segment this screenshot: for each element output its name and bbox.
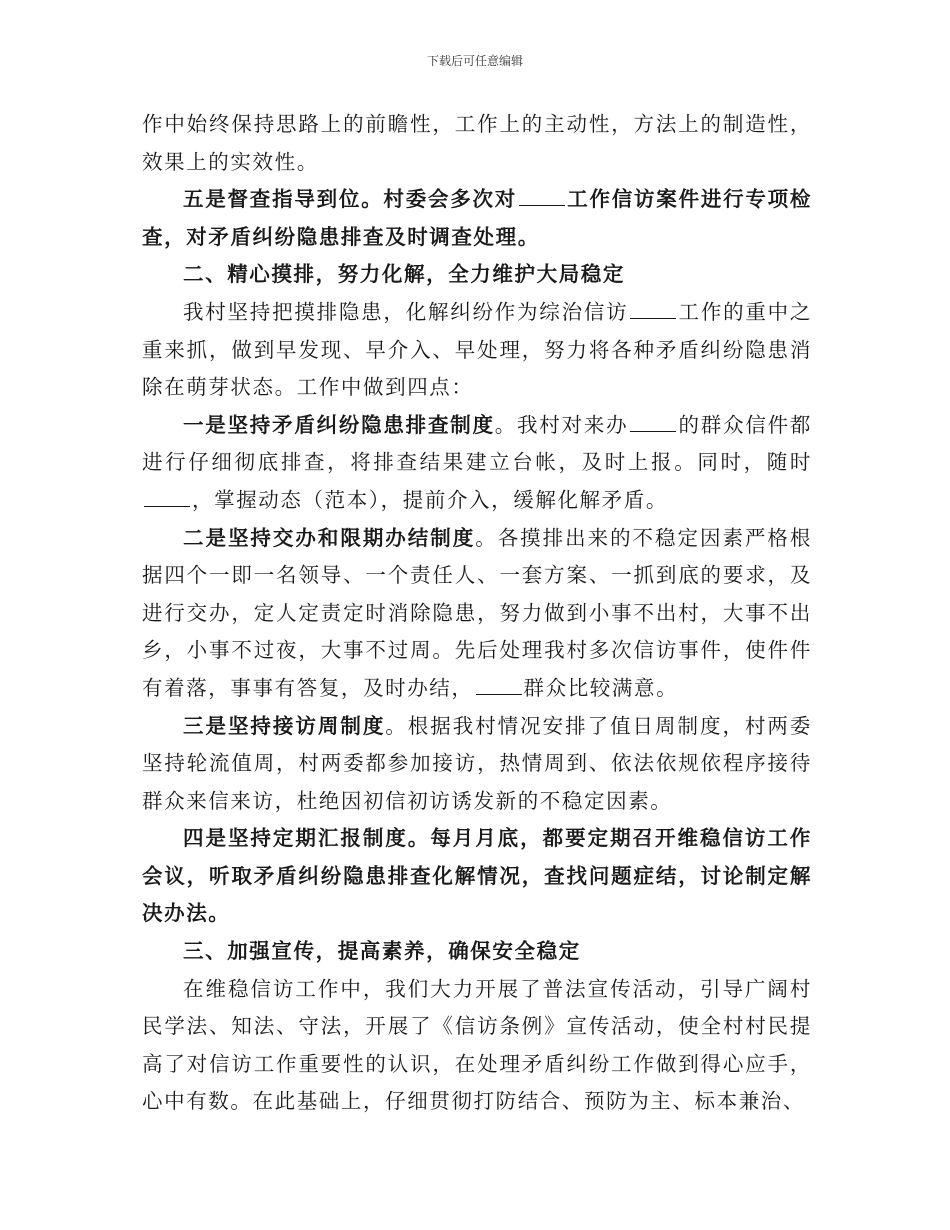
blank-underline [630, 317, 676, 319]
page-header: 下载后可任意编辑 [426, 54, 523, 68]
paragraph-text: 工作信访案件进行专项检查，对矛盾纠纷隐患排查及时调查处理。 [142, 187, 813, 249]
paragraph-text: 群众比较满意。 [523, 675, 679, 700]
paragraph-supervision [142, 181, 812, 256]
point-lead: 一是坚持矛盾纠纷隐患排查制度 [183, 412, 495, 437]
paragraph-text: 。各摸排出来的不稳定因素严格根据四个一即一名领导、一个责任人、一套方案、一抓到底的要求，及进行交办，定人定责定时消除隐患，努力做到小事不出村，大事不出乡，小事不过夜，大事不过周。先后处理我村多次信访事件，使件件有着落，事事有答复，及时办结， [142, 525, 813, 700]
paragraph-text: 。我村对来办 [494, 412, 629, 437]
paragraph-continuation [142, 106, 812, 181]
paragraph-text: 的群众信件都进行仔细彻底排查，将排查结果建立台帐，及时上报。同时，随时 [142, 412, 812, 475]
point-lead: 二是坚持交办和限期办结制度 [183, 525, 476, 550]
paragraph-text: 四是坚持定期汇报制度。每月月底，都要定期召开维稳信访工作会议，听取矛盾纠纷隐患排查化解情况，查找问题症结，讨论制定解决办法。 [142, 826, 812, 926]
paragraph-publicity [142, 971, 812, 1121]
section-heading-2 [142, 256, 812, 294]
section-heading-text: 二、精心摸排，努力化解，全力维护大局稳定 [183, 262, 625, 287]
paragraph-point-3 [142, 708, 812, 821]
paragraph-point-1 [142, 407, 812, 520]
document-body [142, 106, 812, 1121]
paragraph-point-4 [142, 820, 812, 933]
point-lead: 三是坚持接访周制度 [183, 713, 386, 738]
section-heading-3 [142, 933, 812, 971]
paragraph-text: 作中始终保持思路上的前瞻性，工作上的主动性，方法上的制造性，效果上的实效性。 [142, 112, 812, 174]
paragraph-point-2 [142, 520, 812, 708]
paragraph-text: 工作的重中之重来抓，做到早发现、早介入、早处理，努力将各种矛盾纠纷隐患消除在萌芽状态。工作中做到四点： [142, 299, 813, 400]
blank-underline [144, 505, 190, 507]
paragraph-text: 五是督查指导到位。村委会多次对 [183, 187, 518, 212]
paragraph-intro [142, 294, 812, 407]
blank-underline [630, 430, 676, 432]
paragraph-text: 在维稳信访工作中，我们大力开展了普法宣传活动，引导广阔村民学法、知法、守法，开展了《信访条例》宣传活动，使全村村民提高了对信访工作重要性的认识，在处理矛盾纠纷工作做到得心应手，心中有数。在此基础上，仔细贯彻打防结合、预防为主、标本兼治、 [142, 976, 812, 1114]
paragraph-text: ，掌握动态（范本），提前介入，缓解化解矛盾。 [192, 487, 668, 512]
paragraph-text: 我村坚持把摸排隐患，化解纠纷作为综治信访 [183, 299, 629, 324]
section-heading-text: 三、加强宣传，提高素养，确保安全稳定 [183, 939, 581, 964]
blank-underline [519, 204, 565, 206]
blank-underline [476, 693, 522, 695]
paragraph-text: 。根据我村情况安排了值日周制度，村两委坚持轮流值周，村两委都参加接访，热情周到、依法依规依程序接待群众来信来访，杜绝因初信初访诱发新的不稳定因素。 [142, 713, 812, 813]
